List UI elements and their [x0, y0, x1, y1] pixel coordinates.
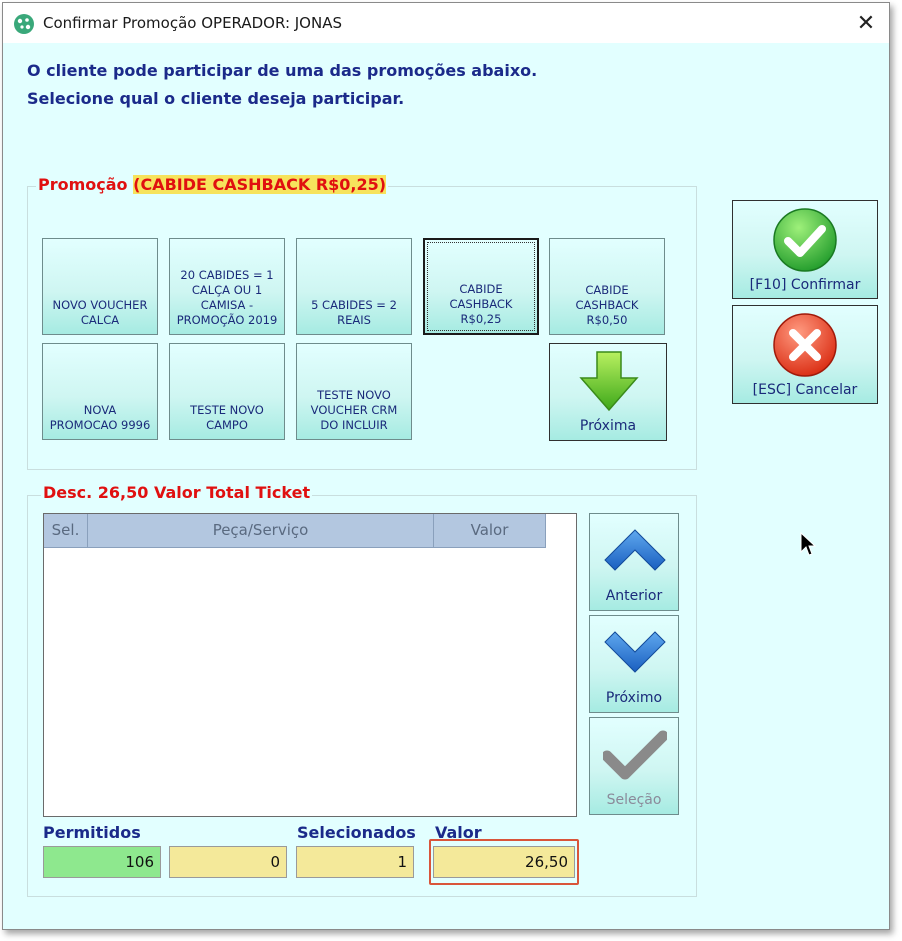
x-circle-icon — [772, 312, 838, 378]
dialog-window — [2, 2, 890, 930]
promo-button-label: TESTE NOVO VOUCHER CRM DO INCLUIR — [310, 388, 398, 432]
promotion-label-prefix: Promoção — [38, 175, 134, 194]
promotion-group-label — [36, 175, 388, 194]
cancel-button[interactable] — [732, 305, 878, 404]
valor-label: Valor — [435, 823, 482, 842]
previous-button[interactable] — [589, 513, 679, 611]
promo-button-cabide-cashback-050[interactable] — [549, 238, 665, 335]
next-button[interactable] — [589, 615, 679, 713]
permitidos-label: Permitidos — [43, 823, 141, 842]
promo-button-label: CABIDE CASHBACK R$0,25 — [449, 282, 513, 326]
promo-button-label: CABIDE CASHBACK R$0,50 — [575, 283, 639, 327]
previous-label: Anterior — [605, 588, 663, 604]
valor-field: 26,50 — [433, 846, 575, 878]
next-label: Próximo — [605, 690, 663, 706]
table-header — [44, 514, 546, 548]
promo-button-label: 5 CABIDES = 2 REAIS — [311, 298, 397, 327]
close-button[interactable] — [843, 3, 889, 43]
promo-button-teste-novo-campo[interactable] — [169, 343, 285, 440]
promo-button-5-cabides[interactable] — [296, 238, 412, 335]
ticket-group-label: Desc. 26,50 Valor Total Ticket — [43, 483, 311, 502]
close-icon: ✕ — [856, 10, 876, 36]
selecionados-label: Selecionados — [297, 823, 416, 842]
confirm-label: [F10] Confirmar — [749, 277, 861, 293]
app-logo-icon — [13, 13, 35, 35]
select-label: Seleção — [606, 792, 662, 808]
unlabeled-count-field: 0 — [169, 846, 287, 878]
promo-button-label: 20 CABIDES = 1 CALÇA OU 1 CAMISA - PROMOÇÃO 2019 — [176, 268, 278, 327]
promo-button-20-cabides[interactable] — [169, 238, 285, 335]
next-page-button[interactable] — [549, 343, 667, 441]
confirm-button[interactable] — [732, 200, 878, 299]
promo-button-nova-promocao-9996[interactable] — [42, 343, 158, 440]
instruction-line-2: Selecione qual o cliente deseja participar. — [27, 89, 405, 108]
instruction-line-1: O cliente pode participar de uma das promoções abaixo. — [27, 61, 538, 80]
promo-button-teste-novo-voucher-crm[interactable] — [296, 343, 412, 440]
mouse-pointer-icon — [800, 532, 816, 558]
window-title: Confirmar Promoção OPERADOR: JONAS — [43, 14, 342, 32]
next-page-label: Próxima — [579, 418, 637, 434]
select-button[interactable] — [589, 717, 679, 815]
promo-button-novo-voucher-calca[interactable] — [42, 238, 158, 335]
check-circle-icon — [772, 207, 838, 273]
column-header-valor[interactable]: Valor — [434, 514, 546, 547]
promo-button-label: NOVO VOUCHER CALCA — [52, 298, 148, 327]
chevron-up-icon — [603, 526, 667, 578]
chevron-down-icon — [603, 628, 667, 680]
promo-button-cabide-cashback-025[interactable] — [423, 238, 539, 335]
column-header-sel[interactable]: Sel. — [44, 514, 88, 547]
cancel-label: [ESC] Cancelar — [752, 382, 858, 398]
selecionados-field: 1 — [296, 846, 414, 878]
selected-promotion-highlight: (CABIDE CASHBACK R$0,25) — [133, 175, 387, 194]
items-table[interactable] — [43, 513, 577, 817]
promo-button-label: NOVA PROMOCAO 9996 — [49, 403, 151, 432]
promo-button-label: TESTE NOVO CAMPO — [190, 403, 264, 432]
title-bar — [3, 3, 889, 43]
arrow-down-icon — [579, 350, 639, 412]
column-header-peca-servico[interactable]: Peça/Serviço — [88, 514, 434, 547]
check-icon — [603, 730, 667, 782]
permitidos-field: 106 — [43, 846, 161, 878]
